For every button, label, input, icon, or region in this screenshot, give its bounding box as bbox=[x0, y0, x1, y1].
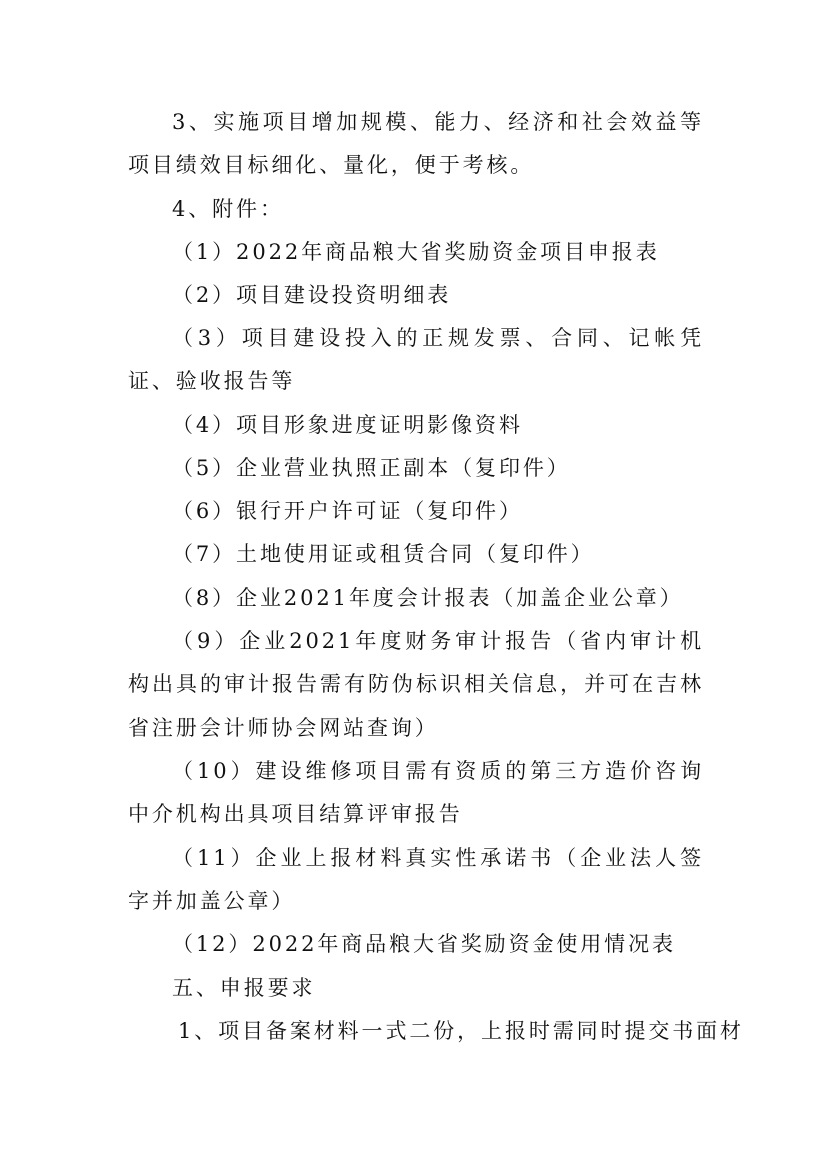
attachment-5: （5）企业营业执照正副本（复印件） bbox=[172, 456, 571, 480]
attachment-11: （11）企业上报材料真实性承诺书（企业法人签字并加盖公章） bbox=[128, 846, 704, 914]
attachment-7: （7）土地使用证或租赁合同（复印件） bbox=[172, 542, 595, 566]
attachment-3: （3）项目建设投入的正规发票、合同、记帐凭证、验收报告等 bbox=[128, 326, 704, 394]
paragraph-item-3: 3、实施项目增加规模、能力、经济和社会效益等项目绩效目标细化、量化，便于考核。 bbox=[128, 110, 704, 178]
attachment-4: （4）项目形象进度证明影像资料 bbox=[172, 413, 523, 437]
attachment-10: （10）建设维修项目需有资质的第三方造价咨询中介机构出具项目结算评审报告 bbox=[128, 759, 704, 827]
attachment-6: （6）银行开户许可证（复印件） bbox=[172, 499, 523, 523]
attachment-2: （2）项目建设投资明细表 bbox=[172, 283, 452, 307]
attachment-9: （9）企业2021年度财务审计报告（省内审计机构出具的审计报告需有防伪标识相关信息，并可在吉林省注册会计师协会网站查询） bbox=[128, 629, 704, 740]
section-five-heading: 五、申报要求 bbox=[172, 976, 316, 1000]
attachment-1: （1）2022年商品粮大省奖励资金项目申报表 bbox=[172, 240, 660, 264]
attachment-8: （8）企业2021年度会计报表（加盖企业公章） bbox=[172, 586, 684, 610]
paragraph-attachments-heading: 4、附件： bbox=[172, 197, 284, 221]
attachment-12: （12）2022年商品粮大省奖励资金使用情况表 bbox=[172, 932, 676, 956]
requirement-1: 1、项目备案材料一式二份，上报时需同时提交书面材 bbox=[178, 1019, 744, 1043]
